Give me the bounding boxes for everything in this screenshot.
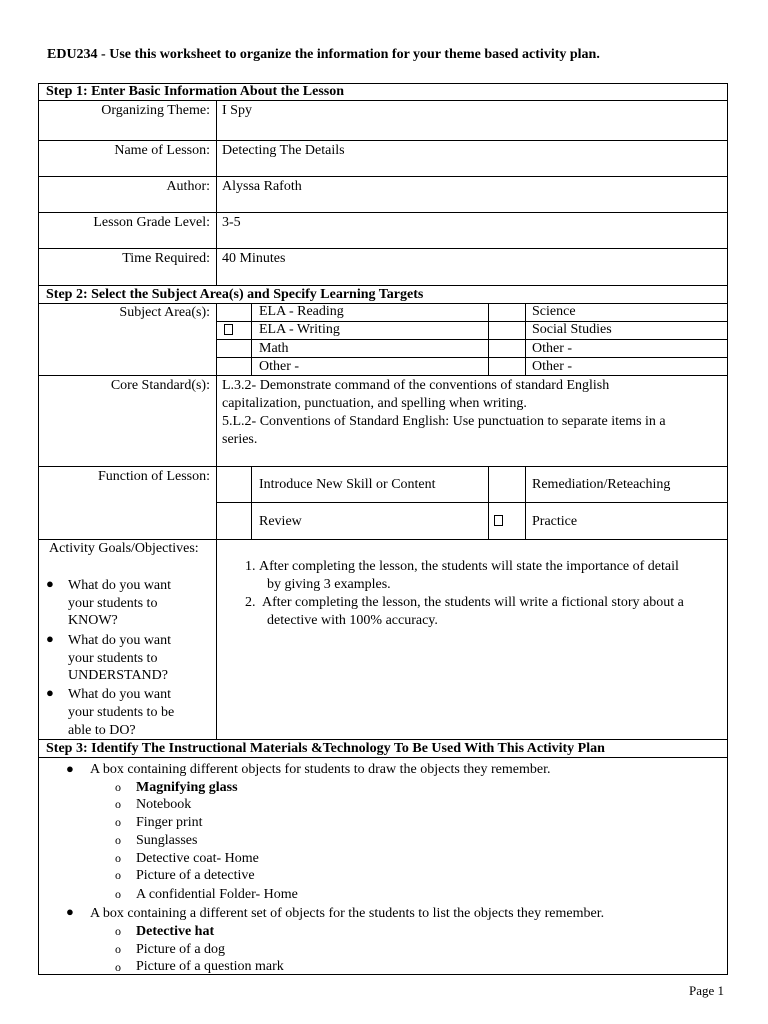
subject-other-left: Other - [259, 359, 300, 374]
organizing-theme-label: Organizing Theme: [101, 103, 210, 118]
material-item: Sunglasses [136, 833, 198, 848]
circle-bullet-icon: o [115, 851, 121, 865]
organizing-theme-value: I Spy [222, 103, 252, 118]
goal-understand-line-1: What do you want [68, 633, 172, 648]
subject-other-right-1: Other - [532, 341, 573, 356]
core-standard-line-2: capitalization, punctuation, and spelling when writing. [222, 396, 527, 411]
core-standard-line-3: 5.L.2- Conventions of Standard English: Use punctuation to separate items in a [222, 414, 666, 429]
core-standard-line-4: series. [222, 432, 258, 447]
materials-box-2: A box containing a different set of objects for the students to list the objects they remember. [90, 906, 605, 921]
materials-box-1: A box containing different objects for students to draw the objects they remember. [90, 762, 551, 777]
goal-bullet-icon: ● [46, 685, 54, 700]
material-item: Detective hat [136, 924, 215, 939]
page-number: Page 1 [689, 983, 725, 998]
function-label: Function of Lesson: [98, 469, 210, 484]
goal-understand-line-2: your students to [68, 651, 158, 666]
objective-2-number: 2. [245, 595, 256, 610]
author-label: Author: [166, 179, 210, 194]
objective-1-line-1: After completing the lesson, the students will state the importance of detail [259, 559, 679, 574]
goal-know-line-2: your students to [68, 596, 158, 611]
material-item: Picture of a dog [136, 942, 226, 957]
circle-bullet-icon: o [115, 780, 121, 794]
subject-math: Math [259, 341, 289, 356]
circle-bullet-icon: o [115, 924, 121, 938]
circle-bullet-icon: o [115, 960, 121, 974]
material-item: A confidential Folder- Home [136, 887, 298, 902]
goal-know-line-1: What do you want [68, 578, 172, 593]
grade-level-label: Lesson Grade Level: [93, 215, 210, 230]
circle-bullet-icon: o [115, 815, 121, 829]
ela-writing-checkbox[interactable] [224, 324, 233, 335]
step3-title: Step 3: Identify The Instructional Materials &Technology To Be Used With This Activity Plan [46, 741, 605, 756]
time-required-value: 40 Minutes [222, 251, 286, 266]
step1-title: Step 1: Enter Basic Information About the Lesson [46, 84, 345, 99]
circle-bullet-icon: o [115, 942, 121, 956]
function-practice: Practice [532, 514, 578, 529]
grade-level-value: 3-5 [222, 215, 241, 230]
subject-social-studies: Social Studies [532, 322, 612, 337]
function-remediation: Remediation/Reteaching [532, 477, 671, 492]
goal-do-line-3: able to DO? [68, 723, 136, 738]
objective-1-number: 1. [245, 559, 256, 574]
goal-know-line-3: KNOW? [68, 613, 118, 628]
circle-bullet-icon: o [115, 833, 121, 847]
goal-bullet-icon: ● [46, 576, 54, 591]
objective-2-line-2: detective with 100% accuracy. [267, 613, 438, 628]
goal-do-line-1: What do you want [68, 687, 172, 702]
time-required-label: Time Required: [122, 251, 210, 266]
subject-other-right-2: Other - [532, 359, 573, 374]
circle-bullet-icon: o [115, 797, 121, 811]
author-value: Alyssa Rafoth [222, 179, 302, 194]
practice-checkbox[interactable] [494, 515, 503, 526]
circle-bullet-icon: o [115, 868, 121, 882]
subject-area-label: Subject Area(s): [119, 305, 210, 320]
material-item: Magnifying glass [136, 780, 238, 795]
core-standard-label: Core Standard(s): [110, 378, 210, 393]
subject-science: Science [532, 304, 576, 319]
materials-bullet-icon: ● [66, 761, 74, 776]
function-review: Review [259, 514, 302, 529]
objective-2-line-1: After completing the lesson, the students will write a fictional story about a [262, 595, 684, 610]
lesson-name-value: Detecting The Details [222, 143, 345, 158]
worksheet-heading: EDU234 - Use this worksheet to organize the information for your theme based activity plan. [47, 47, 600, 62]
goal-do-line-2: your students to be [68, 705, 175, 720]
material-item: Detective coat- Home [136, 851, 259, 866]
subject-ela-reading: ELA - Reading [259, 304, 344, 319]
objective-1-line-2: by giving 3 examples. [267, 577, 391, 592]
circle-bullet-icon: o [115, 887, 121, 901]
core-standard-line-1: L.3.2- Demonstrate command of the conventions of standard English [222, 378, 610, 393]
goal-bullet-icon: ● [46, 631, 54, 646]
material-item: Picture of a detective [136, 868, 255, 883]
subject-ela-writing: ELA - Writing [259, 322, 340, 337]
material-item: Finger print [136, 815, 203, 830]
goals-label: Activity Goals/Objectives: [49, 541, 199, 556]
material-item: Picture of a question mark [136, 959, 284, 974]
materials-bullet-icon: ● [66, 904, 74, 919]
lesson-name-label: Name of Lesson: [114, 143, 210, 158]
function-introduce: Introduce New Skill or Content [259, 477, 436, 492]
goal-understand-line-3: UNDERSTAND? [68, 668, 168, 683]
step2-title: Step 2: Select the Subject Area(s) and Specify Learning Targets [46, 287, 424, 302]
material-item: Notebook [136, 797, 192, 812]
